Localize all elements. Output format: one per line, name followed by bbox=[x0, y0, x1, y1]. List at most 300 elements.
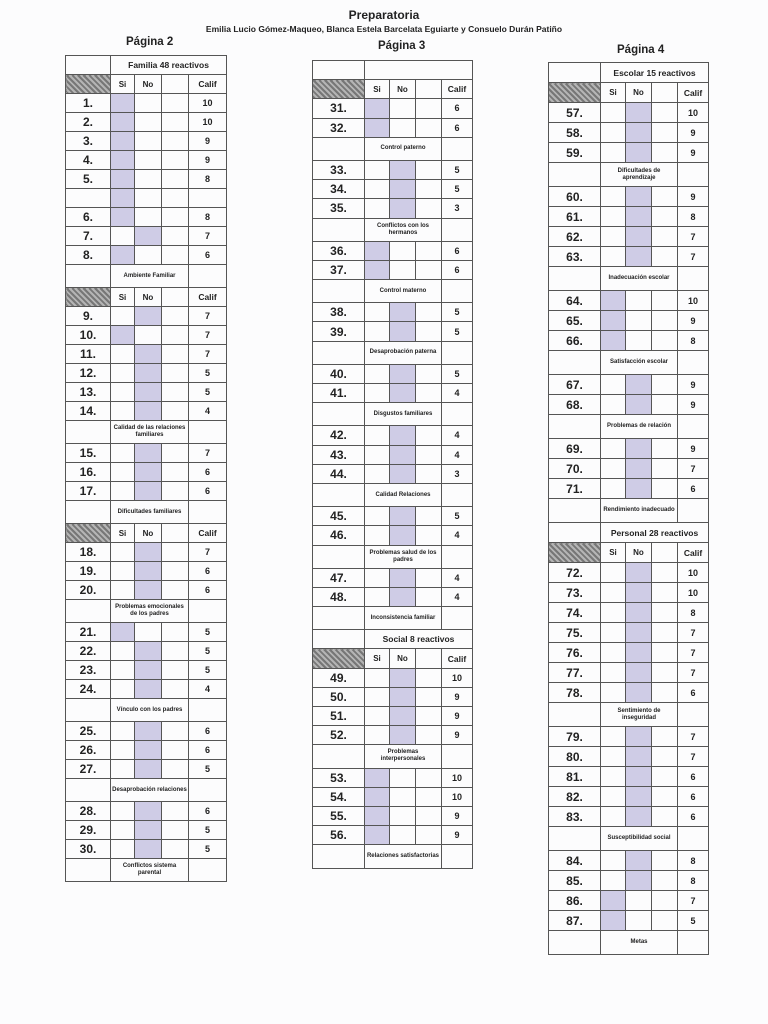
item-number: 56. bbox=[313, 826, 365, 845]
item-row bbox=[549, 911, 709, 931]
item-number: 27. bbox=[66, 760, 111, 779]
item-row bbox=[66, 463, 227, 482]
si-answer-cell bbox=[601, 623, 626, 643]
blank-cell bbox=[652, 479, 678, 499]
section-spacer bbox=[442, 280, 473, 303]
section-label: Disgustos familiares bbox=[365, 403, 442, 426]
blank-cell bbox=[652, 911, 678, 931]
calif-value: 9 bbox=[678, 187, 709, 207]
item-row bbox=[66, 623, 227, 642]
blank-cell bbox=[652, 891, 678, 911]
si-answer-cell bbox=[111, 326, 135, 345]
section-row bbox=[313, 483, 473, 506]
calif-header: Calif bbox=[189, 524, 227, 543]
item-row bbox=[66, 94, 227, 113]
blank-cell bbox=[416, 303, 442, 322]
item-number: 4. bbox=[66, 151, 111, 170]
section-spacer bbox=[442, 218, 473, 241]
si-answer-cell bbox=[601, 375, 626, 395]
calif-value: 4 bbox=[442, 568, 473, 587]
item-row bbox=[66, 170, 227, 189]
blank-cell bbox=[416, 826, 442, 845]
item-number: 85. bbox=[549, 871, 601, 891]
si-answer-cell bbox=[601, 459, 626, 479]
item-row bbox=[313, 118, 473, 137]
si-answer-cell bbox=[111, 722, 135, 741]
item-number: 49. bbox=[313, 668, 365, 687]
blank-cell bbox=[162, 402, 189, 421]
item-row bbox=[549, 623, 709, 643]
si-answer-cell bbox=[365, 726, 390, 745]
section-label: Relaciones satisfactorias bbox=[365, 845, 442, 868]
no-answer-cell bbox=[390, 241, 416, 260]
si-answer-cell bbox=[601, 787, 626, 807]
section-row bbox=[549, 415, 709, 439]
calif-value: 6 bbox=[189, 562, 227, 581]
calif-value: 10 bbox=[678, 291, 709, 311]
no-answer-cell bbox=[135, 840, 162, 859]
item-row bbox=[549, 227, 709, 247]
blank-cell bbox=[652, 851, 678, 871]
no-answer-cell bbox=[626, 603, 652, 623]
item-row bbox=[313, 160, 473, 179]
si-answer-cell bbox=[111, 307, 135, 326]
item-number: 43. bbox=[313, 445, 365, 464]
item-number: 24. bbox=[66, 680, 111, 699]
blank-cell bbox=[162, 246, 189, 265]
calif-value: 9 bbox=[189, 132, 227, 151]
item-number: 75. bbox=[549, 623, 601, 643]
blank-cell bbox=[652, 747, 678, 767]
calif-value: 8 bbox=[678, 603, 709, 623]
item-row bbox=[549, 643, 709, 663]
blank-cell bbox=[652, 375, 678, 395]
calif-value: 6 bbox=[189, 741, 227, 760]
no-answer-cell bbox=[390, 826, 416, 845]
si-answer-cell bbox=[365, 464, 390, 483]
si-answer-cell bbox=[111, 383, 135, 402]
blank-cell bbox=[162, 642, 189, 661]
blank-cell bbox=[416, 160, 442, 179]
section-label: Dificultades de aprendizaje bbox=[601, 163, 678, 187]
section-label: Susceptibilidad social bbox=[601, 827, 678, 851]
no-answer-cell bbox=[626, 871, 652, 891]
si-answer-cell bbox=[601, 331, 626, 351]
section-row bbox=[66, 265, 227, 288]
si-answer-cell bbox=[111, 208, 135, 227]
item-row bbox=[66, 132, 227, 151]
blank-cell bbox=[162, 307, 189, 326]
item-row bbox=[549, 851, 709, 871]
item-row bbox=[549, 891, 709, 911]
item-number: 41. bbox=[313, 384, 365, 403]
calif-value: 8 bbox=[189, 170, 227, 189]
item-row bbox=[313, 445, 473, 464]
blank-cell bbox=[162, 680, 189, 699]
si-answer-cell bbox=[601, 311, 626, 331]
item-number: 54. bbox=[313, 787, 365, 806]
section-row bbox=[313, 845, 473, 868]
section-label: Dificultades familiares bbox=[111, 501, 189, 524]
item-number: 68. bbox=[549, 395, 601, 415]
section-spacer bbox=[442, 607, 473, 630]
blank-cell bbox=[652, 311, 678, 331]
calif-value: 10 bbox=[442, 668, 473, 687]
no-header: No bbox=[390, 80, 416, 99]
stamp-cell bbox=[66, 75, 111, 94]
no-answer-cell bbox=[390, 260, 416, 279]
si-answer-cell bbox=[601, 123, 626, 143]
si-answer-cell bbox=[111, 345, 135, 364]
item-row bbox=[549, 787, 709, 807]
item-row bbox=[549, 375, 709, 395]
calif-value: 6 bbox=[442, 241, 473, 260]
no-answer-cell bbox=[390, 464, 416, 483]
item-row bbox=[313, 507, 473, 526]
item-number: 39. bbox=[313, 322, 365, 341]
calif-value: 7 bbox=[189, 345, 227, 364]
section-spacer bbox=[313, 745, 365, 768]
item-number: 14. bbox=[66, 402, 111, 421]
calif-value: 10 bbox=[678, 563, 709, 583]
item-row bbox=[66, 189, 227, 208]
item-row bbox=[549, 807, 709, 827]
no-answer-cell bbox=[135, 189, 162, 208]
calif-value: 8 bbox=[678, 871, 709, 891]
blank-cell bbox=[162, 189, 189, 208]
section-spacer bbox=[189, 265, 227, 288]
no-answer-cell bbox=[626, 291, 652, 311]
blank-header bbox=[416, 80, 442, 99]
section-spacer bbox=[549, 415, 601, 439]
calif-value: 6 bbox=[442, 118, 473, 137]
section-spacer bbox=[313, 483, 365, 506]
item-number: 9. bbox=[66, 307, 111, 326]
stamp-cell bbox=[66, 524, 111, 543]
page-label-3: Página 3 bbox=[378, 40, 426, 52]
no-answer-cell bbox=[390, 199, 416, 218]
blank-cell bbox=[162, 94, 189, 113]
si-answer-cell bbox=[601, 643, 626, 663]
no-answer-cell bbox=[626, 459, 652, 479]
category-row bbox=[66, 56, 227, 75]
si-answer-cell bbox=[111, 113, 135, 132]
no-answer-cell bbox=[626, 331, 652, 351]
item-row bbox=[313, 303, 473, 322]
item-row bbox=[66, 326, 227, 345]
item-number: 58. bbox=[549, 123, 601, 143]
blank-cell bbox=[652, 767, 678, 787]
no-answer-cell bbox=[390, 99, 416, 118]
si-answer-cell bbox=[365, 322, 390, 341]
blank-cell bbox=[162, 543, 189, 562]
item-number: 20. bbox=[66, 581, 111, 600]
section-label: Calidad Relaciones bbox=[365, 483, 442, 506]
si-answer-cell bbox=[111, 821, 135, 840]
calif-value: 7 bbox=[189, 326, 227, 345]
blank-cell bbox=[652, 583, 678, 603]
si-answer-cell bbox=[365, 687, 390, 706]
section-spacer bbox=[66, 699, 111, 722]
calif-value: 5 bbox=[442, 322, 473, 341]
item-number: 73. bbox=[549, 583, 601, 603]
blank-cell bbox=[652, 683, 678, 703]
calif-value: 7 bbox=[678, 227, 709, 247]
calif-value: 6 bbox=[189, 463, 227, 482]
no-answer-cell bbox=[626, 395, 652, 415]
si-answer-cell bbox=[365, 180, 390, 199]
item-number: 67. bbox=[549, 375, 601, 395]
authors-line: Emilia Lucio Gómez-Maqueo, Blanca Estela Barcelata Eguiarte y Consuelo Durán Patiño bbox=[205, 24, 563, 34]
header-row bbox=[313, 649, 473, 668]
calif-header: Calif bbox=[442, 649, 473, 668]
item-row bbox=[313, 707, 473, 726]
section-label: Inadecuación escolar bbox=[601, 267, 678, 291]
blank-cell bbox=[652, 727, 678, 747]
si-answer-cell bbox=[365, 241, 390, 260]
no-answer-cell bbox=[135, 113, 162, 132]
no-answer-cell bbox=[626, 563, 652, 583]
calif-value: 8 bbox=[678, 851, 709, 871]
no-answer-cell bbox=[390, 806, 416, 825]
no-answer-cell bbox=[135, 482, 162, 501]
no-answer-cell bbox=[135, 227, 162, 246]
section-row bbox=[66, 699, 227, 722]
section-row bbox=[549, 499, 709, 523]
item-number: 17. bbox=[66, 482, 111, 501]
blank-cell bbox=[162, 463, 189, 482]
no-answer-cell bbox=[390, 707, 416, 726]
category-row bbox=[549, 523, 709, 543]
section-label: Sentimiento de inseguridad bbox=[601, 703, 678, 727]
calif-value: 8 bbox=[678, 331, 709, 351]
no-answer-cell bbox=[626, 123, 652, 143]
section-spacer bbox=[313, 545, 365, 568]
no-answer-cell bbox=[626, 375, 652, 395]
blank-cell bbox=[313, 61, 365, 80]
stamp-cell bbox=[549, 83, 601, 103]
blank-cell bbox=[652, 787, 678, 807]
category-title: Familia 48 reactivos bbox=[111, 56, 227, 75]
no-answer-cell bbox=[626, 207, 652, 227]
item-number: 60. bbox=[549, 187, 601, 207]
item-row bbox=[549, 247, 709, 267]
calif-value: 6 bbox=[189, 802, 227, 821]
calif-value: 4 bbox=[442, 426, 473, 445]
blank-cell bbox=[652, 331, 678, 351]
item-row bbox=[66, 383, 227, 402]
section-label: Problemas de relación bbox=[601, 415, 678, 439]
calif-value: 5 bbox=[189, 821, 227, 840]
section-spacer bbox=[549, 351, 601, 375]
no-answer-cell bbox=[135, 208, 162, 227]
si-answer-cell bbox=[601, 891, 626, 911]
si-answer-cell bbox=[365, 526, 390, 545]
section-spacer bbox=[66, 265, 111, 288]
category-title: Personal 28 reactivos bbox=[601, 523, 709, 543]
section-label: Ambiente Familiar bbox=[111, 265, 189, 288]
blank-cell bbox=[652, 247, 678, 267]
section-spacer bbox=[549, 931, 601, 955]
item-row bbox=[549, 123, 709, 143]
item-row bbox=[313, 364, 473, 383]
section-label: Control paterno bbox=[365, 137, 442, 160]
no-header: No bbox=[626, 543, 652, 563]
stamp-cell bbox=[313, 649, 365, 668]
item-row bbox=[66, 562, 227, 581]
si-answer-cell bbox=[365, 568, 390, 587]
item-number bbox=[66, 189, 111, 208]
section-row bbox=[313, 745, 473, 768]
si-answer-cell bbox=[111, 170, 135, 189]
section-row bbox=[313, 545, 473, 568]
calif-value: 10 bbox=[442, 787, 473, 806]
si-answer-cell bbox=[601, 291, 626, 311]
si-answer-cell bbox=[111, 227, 135, 246]
si-answer-cell bbox=[601, 479, 626, 499]
column-page-2 bbox=[65, 55, 227, 882]
no-answer-cell bbox=[626, 643, 652, 663]
section-label: Conflictos sistema parental bbox=[111, 859, 189, 882]
item-number: 1. bbox=[66, 94, 111, 113]
si-answer-cell bbox=[111, 402, 135, 421]
blank-cell bbox=[162, 208, 189, 227]
header-row bbox=[549, 83, 709, 103]
blank-header bbox=[162, 75, 189, 94]
calif-value: 7 bbox=[678, 459, 709, 479]
si-answer-cell bbox=[365, 707, 390, 726]
calif-value: 5 bbox=[678, 911, 709, 931]
item-row bbox=[66, 543, 227, 562]
blank-cell bbox=[416, 687, 442, 706]
blank-cell bbox=[416, 526, 442, 545]
calif-value: 5 bbox=[442, 364, 473, 383]
item-number: 36. bbox=[313, 241, 365, 260]
blank-cell bbox=[416, 426, 442, 445]
section-row bbox=[313, 607, 473, 630]
item-row bbox=[549, 311, 709, 331]
no-answer-cell bbox=[135, 581, 162, 600]
item-number: 10. bbox=[66, 326, 111, 345]
no-answer-cell bbox=[626, 683, 652, 703]
section-spacer bbox=[189, 501, 227, 524]
calif-value: 10 bbox=[189, 94, 227, 113]
si-answer-cell bbox=[601, 583, 626, 603]
section-label: Desaprobación paterna bbox=[365, 341, 442, 364]
item-number: 12. bbox=[66, 364, 111, 383]
section-spacer bbox=[189, 859, 227, 882]
section-row bbox=[313, 341, 473, 364]
item-row bbox=[549, 207, 709, 227]
no-answer-cell bbox=[390, 303, 416, 322]
item-number: 32. bbox=[313, 118, 365, 137]
si-answer-cell bbox=[601, 911, 626, 931]
item-row bbox=[549, 291, 709, 311]
item-number: 2. bbox=[66, 113, 111, 132]
si-answer-cell bbox=[365, 384, 390, 403]
section-label: Inconsistencia familiar bbox=[365, 607, 442, 630]
item-row bbox=[66, 581, 227, 600]
no-answer-cell bbox=[390, 322, 416, 341]
calif-value: 5 bbox=[189, 760, 227, 779]
item-number: 44. bbox=[313, 464, 365, 483]
no-answer-cell bbox=[626, 727, 652, 747]
si-answer-cell bbox=[111, 802, 135, 821]
si-answer-cell bbox=[601, 187, 626, 207]
item-number: 63. bbox=[549, 247, 601, 267]
category-title: Social 8 reactivos bbox=[365, 630, 473, 649]
si-answer-cell bbox=[601, 767, 626, 787]
no-answer-cell bbox=[390, 526, 416, 545]
answer-table bbox=[312, 60, 473, 869]
section-spacer bbox=[678, 163, 709, 187]
category-row bbox=[549, 63, 709, 83]
item-number: 35. bbox=[313, 199, 365, 218]
item-row bbox=[313, 568, 473, 587]
no-answer-cell bbox=[135, 246, 162, 265]
calif-value: 3 bbox=[442, 464, 473, 483]
calif-value: 7 bbox=[678, 663, 709, 683]
calif-value: 9 bbox=[442, 687, 473, 706]
stamp-cell bbox=[549, 543, 601, 563]
si-answer-cell bbox=[365, 768, 390, 787]
no-header: No bbox=[390, 649, 416, 668]
item-row bbox=[66, 760, 227, 779]
section-row bbox=[549, 267, 709, 291]
calif-value: 5 bbox=[189, 642, 227, 661]
section-spacer bbox=[66, 779, 111, 802]
calif-value: 4 bbox=[442, 384, 473, 403]
section-spacer bbox=[442, 403, 473, 426]
section-row bbox=[549, 163, 709, 187]
no-answer-cell bbox=[135, 562, 162, 581]
si-answer-cell bbox=[111, 581, 135, 600]
item-number: 69. bbox=[549, 439, 601, 459]
blank-header bbox=[652, 543, 678, 563]
blank-cell bbox=[652, 187, 678, 207]
category-spacer bbox=[66, 56, 111, 75]
no-answer-cell bbox=[390, 568, 416, 587]
si-answer-cell bbox=[111, 543, 135, 562]
no-answer-cell bbox=[135, 760, 162, 779]
blank-cell bbox=[416, 118, 442, 137]
section-spacer bbox=[442, 745, 473, 768]
si-answer-cell bbox=[365, 364, 390, 383]
section-spacer bbox=[313, 845, 365, 868]
si-answer-cell bbox=[111, 680, 135, 699]
calif-value: 7 bbox=[189, 307, 227, 326]
section-label: Metas bbox=[601, 931, 678, 955]
item-row bbox=[313, 464, 473, 483]
si-answer-cell bbox=[601, 439, 626, 459]
blank-cell bbox=[652, 227, 678, 247]
item-row bbox=[313, 587, 473, 606]
blank-cell bbox=[162, 444, 189, 463]
item-number: 42. bbox=[313, 426, 365, 445]
calif-value: 8 bbox=[189, 208, 227, 227]
section-row bbox=[66, 779, 227, 802]
item-row bbox=[549, 459, 709, 479]
item-row bbox=[66, 307, 227, 326]
calif-value: 9 bbox=[442, 726, 473, 745]
item-number: 74. bbox=[549, 603, 601, 623]
no-answer-cell bbox=[626, 187, 652, 207]
calif-value: 9 bbox=[442, 826, 473, 845]
item-number: 53. bbox=[313, 768, 365, 787]
blank-cell bbox=[162, 760, 189, 779]
item-row bbox=[66, 642, 227, 661]
calif-value: 5 bbox=[189, 364, 227, 383]
